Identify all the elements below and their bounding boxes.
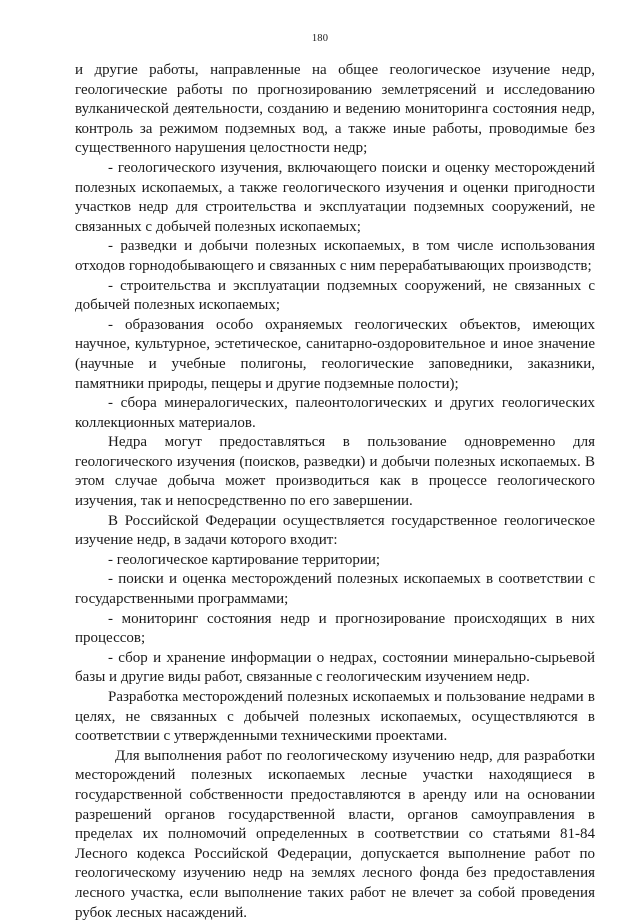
list-item-protected-objects: - образования особо охраняемых геологических объектов, имеющих научное, культурное, эстетическое, санитарно-оздоровительное и иное значение (научные и учебные полигоны, геологические заповедники, заказники, памятники природы, пещеры и другие подземные полости);	[75, 316, 595, 392]
list-item-geological-study: - геологического изучения, включающего поиски и оценку месторождений полезных ископаемых, а также геологического изучения и оценки пригодности участков недр для строительства и эксплуатации подземных сооружений, не связанных с добычей полезных ископаемых;	[75, 159, 595, 235]
list-item-search-evaluation: - поиски и оценка месторождений полезных ископаемых в соответствии с государственными программами;	[75, 571, 595, 608]
list-item-exploration-mining: - разведки и добычи полезных ископаемых, в том числе использования отходов горнодобывающего и связанных с ним перерабатывающих производств;	[75, 238, 595, 274]
list-item-collection-materials: - сбора минералогических, палеонтологических и других геологических коллекционных материалов.	[75, 395, 595, 431]
list-item-information: - сбор и хранение информации о недрах, состоянии минерально-сырьевой базы и другие виды работ, связанные с геологическим изучением недр.	[75, 649, 595, 686]
page-number: 180	[311, 33, 329, 44]
paragraph-intro: и другие работы, направленные на общее геологическое изучение недр, геологические работы по прогнозированию землетрясений и исследованию вулканической деятельности, созданию и ведению мониторинга состояния недр, контроль за режимом подземных вод, а также иные работы, проводимые без существенного нарушения целостности недр;	[75, 62, 595, 157]
list-item-mapping: - геологическое картирование территории;	[108, 551, 381, 568]
body-text	[75, 61, 595, 923]
list-item-underground-construction: - строительства и эксплуатации подземных сооружений, не связанных с добычей полезных ископаемых;	[75, 277, 595, 314]
paragraph-forest-land: Для выполнения работ по геологическому изучению недр, для разработки месторождений полезных ископаемых лесные участки находящиеся в государственной собственности предоставляются в аренду или на основании разрешений органов государственной власти, органов самоуправления в пределах их полномочий определенных в соответствии со статьями 81-84 Лесного кодекса Российской Федерации, допускается выполнение работ по геологическому изучению недр на землях лесного фонда без предоставления лесного участка, если выполнение таких работ не влечет за собой проведения рубок лесных насаждений.	[75, 747, 595, 921]
paragraph-simultaneous-use: Недра могут предоставляться в пользование одновременно для геологического изучения (поисков, разведки) и добычи полезных ископаемых. В этом случае добыча может производиться как в процессе геологического изучения, так и непосредственно по его завершении.	[75, 434, 595, 510]
paragraph-development: Разработка месторождений полезных ископаемых и пользование недрами в целях, не связанных с добычей полезных ископаемых, осуществляются в соответствии с утвержденными техническими проектами.	[75, 689, 595, 745]
paragraph-state-study: В Российской Федерации осуществляется государственное геологическое изучение недр, в задачи которого входит:	[75, 512, 595, 549]
list-item-monitoring: - мониторинг состояния недр и прогнозирование происходящих в них процессов;	[75, 610, 595, 647]
